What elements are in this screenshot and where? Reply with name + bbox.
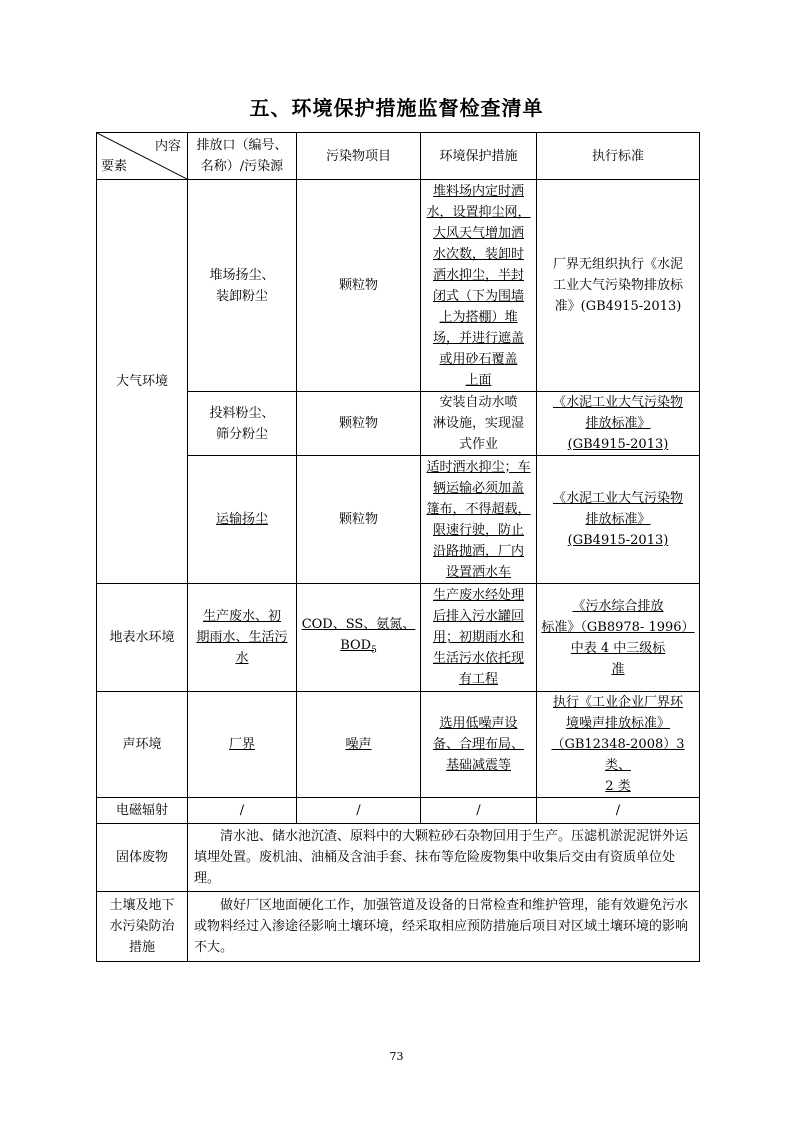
header-measures: 环境保护措施 [421, 133, 537, 180]
page-number: 73 [389, 1050, 404, 1063]
header-outlet: 排放口（编号、 名称）/污染源 [188, 133, 297, 180]
air-measures-3: 适时洒水抑尘；车 辆运输必须加盖 篷布，不得超载， 限速行驶，防止 沿路抛洒，厂内 设置洒水车 [421, 456, 537, 584]
header-element-label: 要素 [101, 159, 128, 174]
solid-waste-row [97, 824, 700, 892]
air-pollutant-3: 颗粒物 [297, 456, 421, 584]
noise-standard: 执行《工业企业厂界环 境噪声排放标准》 （GB12348-2008）3 类、 2 类 [537, 692, 700, 798]
em-standard: / [537, 798, 700, 824]
air-standard-2: 《水泥工业大气污染物 排放标准》 (GB4915-2013) [537, 392, 700, 456]
air-source-1: 堆场扬尘、 装卸粉尘 [188, 180, 297, 392]
air-standard-1: 厂界无组织执行《水泥 工业大气污染物排放标 准》(GB4915-2013) [537, 180, 700, 392]
air-row-3 [97, 456, 700, 584]
noise-pollutant: 噪声 [297, 692, 421, 798]
air-standard-3: 《水泥工业大气污染物 排放标准》 (GB4915-2013) [537, 456, 700, 584]
air-source-2: 投料粉尘、 筛分粉尘 [188, 392, 297, 456]
noise-source: 厂界 [188, 692, 297, 798]
em-row [97, 798, 700, 824]
air-measures-2: 安装自动水喷 淋设施，实现湿 式作业 [421, 392, 537, 456]
em-label: 电磁辐射 [97, 798, 188, 824]
header-row [97, 133, 700, 180]
air-pollutant-1: 颗粒物 [297, 180, 421, 392]
solid-waste-text: 清水池、储水池沉渣、原料中的大颗粒砂石杂物回用于生产。压滤机淤泥泥饼外运填埋处置。废机油、油桶及含油手套、抹布等危险废物集中收集后交由有资质单位处理。 [188, 824, 700, 892]
surface-water-standard: 《污水综合排放 标准》（GB8978- 1996） 中表 4 中三级标 准 [537, 584, 700, 692]
air-row-1 [97, 180, 700, 392]
solid-waste-label: 固体废物 [97, 824, 188, 892]
noise-label: 声环境 [97, 692, 188, 798]
page-title: 五、环境保护措施监督检查清单 [249, 96, 544, 120]
noise-row [97, 692, 700, 798]
air-measures-1: 堆料场内定时洒 水，设置抑尘网， 大风天气增加洒 水次数，装卸时 洒水抑尘，半封 闭式（下为围墙 上为搭棚）堆 场，并进行遮盖 或用砂石覆盖 上面 [421, 180, 537, 392]
header-standard: 执行标准 [537, 133, 700, 180]
air-environment-label: 大气环境 [97, 180, 188, 584]
soil-text: 做好厂区地面硬化工作，加强管道及设备的日常检查和维护管理，能有效避免污水或物料经过入渗途径影响土壤环境，经采取相应预防措施后项目对区域土壤环境的影响不大。 [188, 892, 700, 962]
surface-water-source: 生产废水、初 期雨水、生活污 水 [188, 584, 297, 692]
soil-label: 土壤及地下 水污染防治 措施 [97, 892, 188, 962]
em-pollutant: / [297, 798, 421, 824]
soil-row [97, 892, 700, 962]
header-pollutant: 污染物项目 [297, 133, 421, 180]
air-pollutant-2: 颗粒物 [297, 392, 421, 456]
surface-water-row [97, 584, 700, 692]
surface-water-pollutant: COD、SS、氨氮、 $BOD_5$ [297, 584, 421, 692]
air-row-2 [97, 392, 700, 456]
em-measures: / [421, 798, 537, 824]
noise-measures: 选用低噪声设 备、合理布局、 基础减震等 [421, 692, 537, 798]
air-source-3: 运输扬尘 [188, 456, 297, 584]
supervision-checklist-table [96, 132, 700, 962]
surface-water-measures: 生产废水经处理 后排入污水罐回 用；初期雨水和 生活污水依托现 有工程 [421, 584, 537, 692]
em-source: / [188, 798, 297, 824]
diagonal-header-cell [97, 133, 188, 180]
surface-water-label: 地表水环境 [97, 584, 188, 692]
header-content-label: 内容 [154, 139, 181, 154]
